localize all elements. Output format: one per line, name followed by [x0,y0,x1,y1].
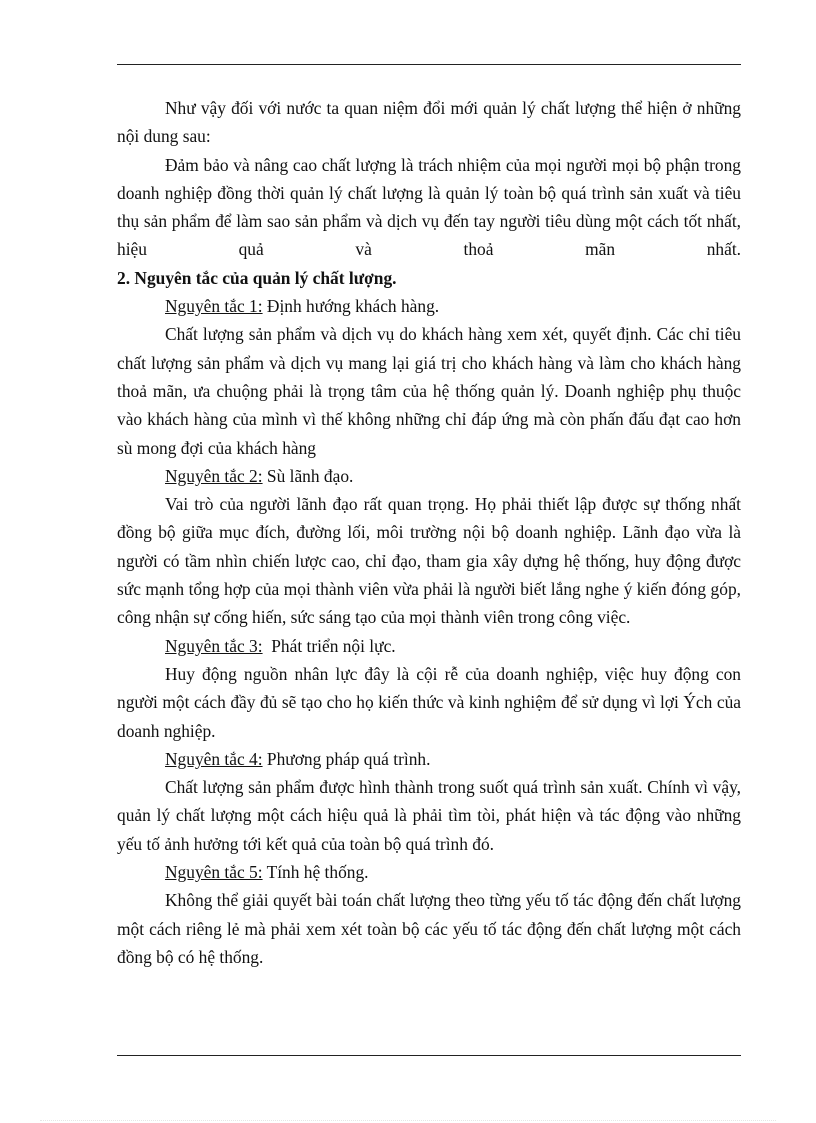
principle-name: Sù lãnh đạo. [262,465,354,486]
principle-name: Phát triển nội lực. [262,635,396,656]
principle-label: Nguyên tắc 4: [165,748,263,769]
footer-rule [117,1055,741,1056]
principle-label: Nguyên tắc 5: [165,862,263,883]
principle-body: Vai trò của người lãnh đạo rất quan trọng. Họ phải thiết lập được sự thống nhất đồng bộ giữa mục đích, đường lối, môi trường nội bộ doanh nghiệp. Lãnh đạo vừa là người có tầm nhìn chiến lược cao, chỉ đạo, tham gia xây dựng hệ thống, huy động được sức mạnh tổng hợp của mọi thành viên vừa phải là người biết lắng nghe ý kiến đóng góp, công nhận sự cống hiến, sức sáng tạo của mọi thành viên trong công việc. [117,494,741,628]
section-heading: 2. Nguyên tắc của quản lý chất lượng. [117,267,397,288]
principle-name: Định hướng khách hàng. [262,296,440,317]
principle-title [117,858,741,886]
paragraph: Đảm bảo và nâng cao chất lượng là trách nhiệm của mọi người mọi bộ phận trong doanh nghiệp đồng thời quản lý chất lượng là quản lý toàn bộ quá trình sản xuất và tiêu thụ sản phẩm để làm sao sản phẩm và dịch vụ đến tay người tiêu dùng một cách tốt nhất, hiệu quả và thoả mãn nhất. [117,154,741,260]
page-edge-dots [40,1120,776,1121]
principle-title [117,292,741,320]
paragraph: Như vậy đối với nước ta quan niệm đổi mới quản lý chất lượng thể hiện ở những nội dung sau: [117,98,741,147]
document-body [117,94,741,971]
principle-title [117,632,741,660]
principle-label: Nguyên tắc 1: [165,296,263,317]
principle-label: Nguyên tắc 2: [165,465,263,486]
header-rule [117,64,741,65]
principle-body: Chất lượng sản phẩm và dịch vụ do khách hàng xem xét, quyết định. Các chỉ tiêu chất lượng sản phẩm và dịch vụ mang lại giá trị cho khách hàng và làm cho khách hàng thoả mãn, ưa chuộng phải là trọng tâm của hệ thống quản lý. Doanh nghiệp phụ thuộc vào khách hàng của mình vì thế không những chỉ đáp ứng mà còn phấn đấu đạt cao hơn sù mong đợi của khách hàng [117,324,741,458]
principle-label: Nguyên tắc 3: [165,635,263,656]
principle-name: Phương pháp quá trình. [262,748,431,769]
principle-title [117,462,741,490]
principle-title [117,745,741,773]
principle-name: Tính hệ thống. [262,862,369,883]
principle-body: Huy động nguồn nhân lực đây là cội rễ của doanh nghiệp, việc huy động con người một cách đầy đủ sẽ tạo cho họ kiến thức và kinh nghiệm để sử dụng vì lợi Ých của doanh nghiệp. [117,663,741,741]
principle-body: Không thể giải quyết bài toán chất lượng theo từng yếu tố tác động đến chất lượng một cách riêng lẻ mà phải xem xét toàn bộ các yếu tố tác động đến chất lượng một cách đồng bộ có hệ thống. [117,890,741,967]
principle-body: Chất lượng sản phẩm được hình thành trong suốt quá trình sản xuất. Chính vì vậy, quản lý chất lượng một cách hiệu quả là phải tìm tòi, phát hiện và tác động vào những yếu tố ảnh hưởng tới kết quả của toàn bộ quá trình đó. [117,777,741,854]
